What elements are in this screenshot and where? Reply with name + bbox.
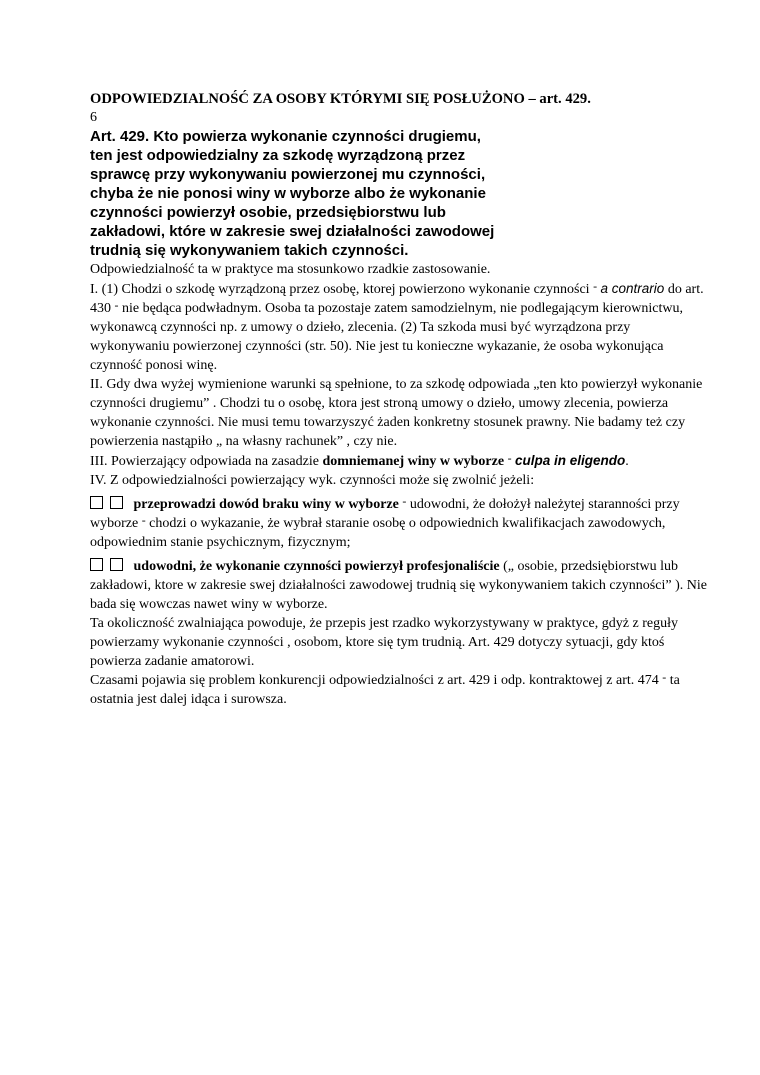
text-run: - bbox=[662, 669, 667, 684]
paragraph-IV bbox=[90, 471, 712, 490]
statute-quote-line: chyba że nie ponosi winy w wyborze albo że wykonanie bbox=[90, 185, 486, 202]
paragraph-intro bbox=[90, 260, 712, 279]
text-run: a contrario bbox=[600, 281, 665, 296]
paragraph-closing-2 bbox=[90, 671, 712, 709]
text-run: ODPOWIEDZIALNOŚĆ ZA OSOBY KTÓRYMI SIĘ POSŁUŻONO – art. 429. bbox=[90, 91, 591, 107]
text-run: do art. 430 bbox=[90, 282, 704, 316]
page-number bbox=[90, 108, 712, 127]
paragraph-closing-1 bbox=[90, 614, 712, 671]
text-run: - bbox=[507, 450, 512, 465]
paragraph-II bbox=[90, 375, 712, 451]
text-run: („ osobie, przedsiębiorstwu lub zakładowi, ktore w zakresie swej działalności zawodowej trudnią się wykonywaniem takich czynności” ). Nie bada się wowczas nawet winy w wyborze. bbox=[90, 559, 707, 612]
paragraph-III bbox=[90, 451, 712, 471]
text-run: - bbox=[114, 297, 119, 312]
statute-quote-line: czynności powierzył osobie, przedsiębiorstwu lub bbox=[90, 204, 446, 221]
checkbox-icon bbox=[90, 496, 103, 509]
text-run: nie będąca podwładnym. Osoba ta pozostaje zatem samodzielnym, nie podlegającym kierownictwu, wykonawcą czynności np. z umowy o dzieło, zlecenia. (2) Ta szkoda musi być wyrządzona przy wykonywaniu powierzonej czynności (str. 50). Nie jest tu konieczne wykazanie, że osoba wykonująca czynność ponosi winę. bbox=[90, 301, 683, 373]
checkbox-icon bbox=[110, 558, 123, 571]
statute-quote-line: ten jest odpowiedzialny za szkodę wyrządzoną przez bbox=[90, 147, 466, 164]
text-run: udowodni, że dołożył należytej staranności przy wyborze bbox=[90, 497, 680, 531]
paragraph-I bbox=[90, 279, 712, 375]
text-run: Czasami pojawia się problem konkurencji odpowiedzialności z art. 429 i odp. kontraktowej z art. 474 bbox=[90, 673, 663, 688]
statute-quote bbox=[90, 127, 712, 260]
bullet-item-1 bbox=[90, 495, 712, 552]
text-run: 6 bbox=[90, 110, 97, 125]
text-run: II. Gdy dwa wyżej wymienione warunki są spełnione, to za szkodę odpowiada „ten kto powierzył wykonanie czynności drugiemu” . Chodzi tu o osobę, ktora jest stroną umowy o dzieło, umowy zlecenia, powierza wykonanie czynności. Nie musi temu towarzyszyć żaden konkretny stosunek prawny. Nie badamy też czy powierzenia nastąpiło „ na własny rachunek” , czy nie. bbox=[90, 377, 703, 449]
text-run: udowodni, że wykonanie czynności powierzył profesjonaliście bbox=[133, 559, 500, 574]
text-run: IV. Z odpowiedzialności powierzający wyk. czynności może się zwolnić jeżeli: bbox=[90, 473, 535, 488]
text-run: domniemanej winy w wyborze bbox=[322, 454, 505, 469]
text-run: - bbox=[402, 493, 407, 508]
text-run: - bbox=[593, 278, 598, 293]
text-run: chodzi o wykazanie, że wybrał staranie osobę o odpowiednich kwalifikacjach zawodowych, odpowiednim stanie psychicznym, fizycznym; bbox=[90, 516, 666, 550]
text-run: III. Powierzający odpowiada na zasadzie bbox=[90, 454, 323, 469]
bullet-item-2 bbox=[90, 557, 712, 614]
statute-quote-line: trudnią się wykonywaniem takich czynności. bbox=[90, 242, 409, 259]
text-run: - bbox=[141, 512, 146, 527]
checkbox-icon bbox=[90, 558, 103, 571]
document-body bbox=[90, 91, 712, 709]
statute-quote-line: sprawcę przy wykonywaniu powierzonej mu czynności, bbox=[90, 166, 486, 183]
statute-quote-line: Art. 429. Kto powierza wykonanie czynności drugiemu, bbox=[90, 128, 481, 145]
checkbox-icon bbox=[110, 496, 123, 509]
statute-quote-line: zakładowi, które w zakresie swej działalności zawodowej bbox=[90, 223, 495, 240]
text-run: ta ostatnia jest dalej idąca i surowsza. bbox=[90, 673, 680, 707]
text-run: culpa in eligendo bbox=[515, 453, 626, 468]
text-run: przeprowadzi dowód braku winy w wyborze bbox=[133, 497, 399, 512]
text-run: Odpowiedzialność ta w praktyce ma stosunkowo rzadkie zastosowanie. bbox=[90, 262, 491, 277]
text-run: I. (1) Chodzi o szkodę wyrządzoną przez osobę, ktorej powierzono wykonanie czynności bbox=[90, 282, 594, 297]
text-run: . bbox=[625, 454, 629, 469]
text-run: Ta okoliczność zwalniająca powoduje, że przepis jest rzadko wykorzystywany w praktyce, gdyż z reguły powierzamy wykonanie czynności , osobom, ktore się tym trudnią. Art. 429 dotyczy sytuacji, gdy ktoś powierza zadanie amatorowi. bbox=[90, 616, 678, 669]
document-title bbox=[90, 91, 712, 108]
